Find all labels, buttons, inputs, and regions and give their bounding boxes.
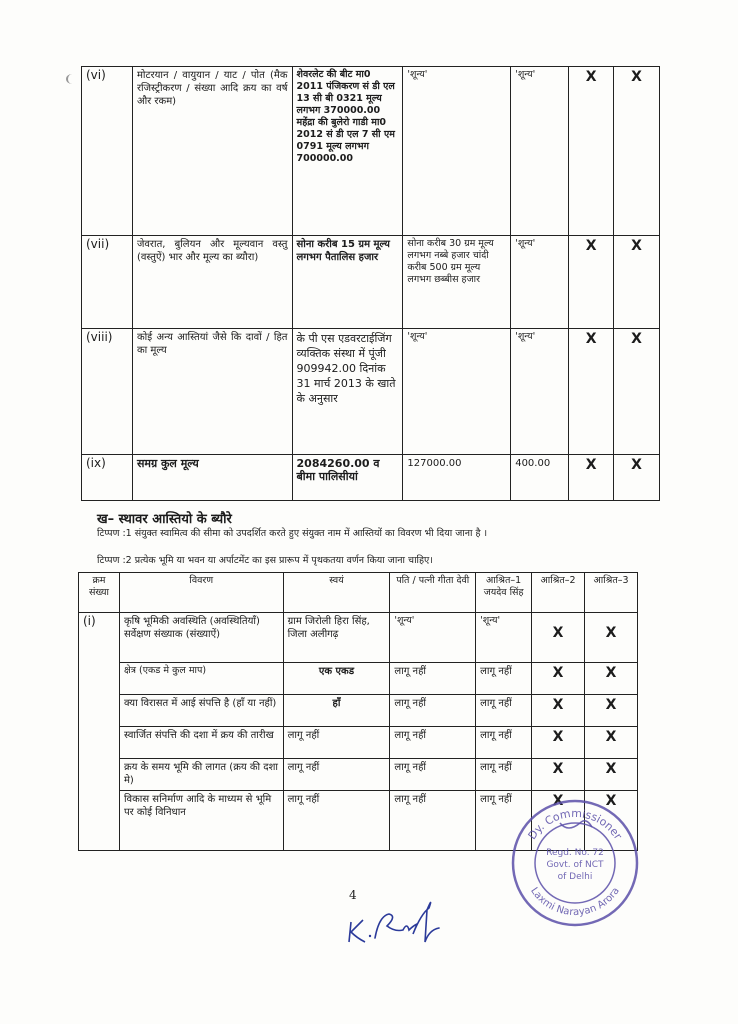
table-row <box>79 695 638 727</box>
dependent3-value: X <box>614 329 660 455</box>
stamp-bottom-text: Laxmi Narayan Arora <box>528 885 622 919</box>
section-heading: ख– स्थावर आस्तियो के ब्यौरे <box>97 512 232 527</box>
dependent2-value: X <box>532 759 585 791</box>
row-number: (vi) <box>82 67 133 236</box>
dependent3-value: X <box>585 613 638 663</box>
dependent1-value: लागू नहीं <box>476 727 532 759</box>
row-description: मोटरयान / वायुयान / याट / पोत (मैक रजिस्ट्रीकरण / संख्या आदि क्रय का वर्ष और रकम) <box>132 67 292 236</box>
dependent2-value: X <box>532 791 585 851</box>
row-description: क्रय के समय भूमि की लागत (क्रय की दशा मे) <box>119 759 283 791</box>
self-value: एक एकड <box>283 663 390 695</box>
stamp-line-2: Govt. of NCT <box>546 860 604 870</box>
spouse-value: लागू नहीं <box>390 759 476 791</box>
dependent3-value: X <box>585 727 638 759</box>
dependent1-value: लागू नहीं <box>476 759 532 791</box>
table-row <box>79 663 638 695</box>
row-description: स्वार्जित संपत्ति की दशा में क्रय की तारीख <box>119 727 283 759</box>
table-row <box>82 236 660 329</box>
row-serial: (i) <box>79 613 120 851</box>
row-description: क्या विरासत में आई संपत्ति है (हॉं या नहीं) <box>119 695 283 727</box>
dependent1-value: 400.00 <box>511 455 569 501</box>
row-description: विकास सनिर्माण आदि के माध्यम से भूमि पर कोई विनिधान <box>119 791 283 851</box>
dependent2-value: X <box>532 695 585 727</box>
header-dependent1: आश्रित–1 जयदेव सिंह <box>476 573 532 613</box>
note-2: टिप्पण :2 प्रत्येक भूमि या भवन या अर्पाटमेंट का इस प्रारूप में पृथकतया वर्णन किया जाना चाहिए। <box>97 555 433 566</box>
self-value: शेवरलेट की बीट मा0 2011 पंजिकरण सं डी एल 13 सी बी 0321 मूल्य लगभग 370000.00 महेंद्रा की बुलेरो गाडी मा0 2012 सं डी एल 7 सी एम 0791 मूल्य लगभग 700000.00 <box>292 67 403 236</box>
row-description: कोई अन्य आस्तियां जैसे कि दावों / हित का मूल्य <box>132 329 292 455</box>
self-value: लागू नहीं <box>283 791 390 851</box>
dependent1-value: 'शून्य' <box>476 613 532 663</box>
dependent1-value: 'शून्य' <box>511 236 569 329</box>
dependent3-value: X <box>585 791 638 851</box>
svg-text:Laxmi Narayan Arora <box>528 886 622 918</box>
row-number: (viii) <box>82 329 133 455</box>
dependent2-value: X <box>569 236 614 329</box>
dependent3-value: X <box>614 455 660 501</box>
stamp-line-1: Regd. No. 72 <box>546 848 604 858</box>
row-description: समग्र कुल मूल्य <box>132 455 292 501</box>
dependent2-value: X <box>569 329 614 455</box>
header-dependent3: आश्रित–3 <box>585 573 638 613</box>
self-value: लागू नहीं <box>283 727 390 759</box>
spouse-value: 127000.00 <box>403 455 511 501</box>
dependent3-value: X <box>614 67 660 236</box>
header-spouse: पति / पत्नी गीता देवी <box>390 573 476 613</box>
row-number: (ix) <box>82 455 133 501</box>
self-value: लागू नहीं <box>283 759 390 791</box>
table-row <box>82 67 660 236</box>
dependent1-value: 'शून्य' <box>511 67 569 236</box>
self-value: हॉं <box>283 695 390 727</box>
table-row <box>79 727 638 759</box>
spouse-value: सोना करीब 30 ग्रम मूल्य लगभग नब्बे हजार चांदी करीब 500 ग्रम मूल्य लगभग छब्बीस हजार <box>403 236 511 329</box>
dependent2-value: X <box>532 663 585 695</box>
table-row <box>79 759 638 791</box>
self-value: ग्राम जिरोली हिरा सिंह, जिला अलीगढ़ <box>283 613 390 663</box>
self-value: सोना करीब 15 ग्रम मूल्य लगभग पैतालिस हजार <box>292 236 403 329</box>
self-value: के पी एस एडवरटाईजिंग व्यक्तिक संस्था में पूंजी 909942.00 दिनांक 31 मार्च 2013 के खाते के अनुसार <box>292 329 403 455</box>
self-value: 2084260.00 व बीमा पालिसीयां <box>292 455 403 501</box>
spouse-value: लागू नहीं <box>390 695 476 727</box>
dependent2-value: X <box>569 67 614 236</box>
header-self: स्वयं <box>283 573 390 613</box>
spouse-value: 'शून्य' <box>390 613 476 663</box>
dependent3-value: X <box>614 236 660 329</box>
note-1: टिप्पण :1 संयुक्त स्वामित्व की सीमा को उपदर्शित करते हुए संयुक्त नाम में आस्तियों का विवरण भी दिया जाना है । <box>97 528 488 539</box>
punch-hole-mark <box>66 74 78 84</box>
official-stamp <box>505 793 645 933</box>
row-number: (vii) <box>82 236 133 329</box>
dependent2-value: X <box>569 455 614 501</box>
table-row <box>82 329 660 455</box>
dependent3-value: X <box>585 695 638 727</box>
header-description: विवरण <box>119 573 283 613</box>
signature <box>345 886 445 946</box>
movable-assets-table <box>81 66 660 501</box>
dependent2-value: X <box>532 727 585 759</box>
row-description: क्षेत्र (एकड मे कुल माप) <box>119 663 283 695</box>
header-serial: क्रम संख्या <box>79 573 120 613</box>
row-description: जेवरात, बुलियन और मूल्यवान वस्तु (वस्तुऐं) भार और मूल्य का ब्यौरा) <box>132 236 292 329</box>
dependent1-value: लागू नहीं <box>476 791 532 851</box>
table-row <box>79 613 638 663</box>
spouse-value: लागू नहीं <box>390 727 476 759</box>
stamp-line-3: of Delhi <box>557 872 593 882</box>
dependent3-value: X <box>585 663 638 695</box>
spouse-value: 'शून्य' <box>403 67 511 236</box>
page-number: 4 <box>349 888 357 902</box>
dependent1-value: 'शून्य' <box>511 329 569 455</box>
dependent1-value: लागू नहीं <box>476 695 532 727</box>
header-dependent2: आश्रित–2 <box>532 573 585 613</box>
dependent3-value: X <box>585 759 638 791</box>
spouse-value: 'शून्य' <box>403 329 511 455</box>
row-description: कृषि भूमिकी अवस्थिति (अवस्थितियॉं) सर्वेक्षण संख्याक (संख्याऐं) <box>119 613 283 663</box>
dependent2-value: X <box>532 613 585 663</box>
spouse-value: लागू नहीं <box>390 791 476 851</box>
table-header-row <box>79 573 638 613</box>
dependent1-value: लागू नहीं <box>476 663 532 695</box>
stamp-outer-text: Dy. Commissioner <box>525 806 625 843</box>
spouse-value: लागू नहीं <box>390 663 476 695</box>
table-row <box>82 455 660 501</box>
